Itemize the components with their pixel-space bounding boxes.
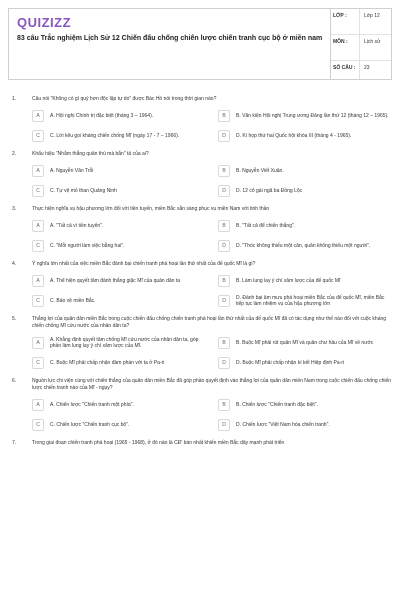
header-meta (331, 9, 391, 79)
question-number: 3. (12, 206, 17, 212)
option-letter-badge: C (32, 295, 44, 307)
option-text: D. Đánh bại âm mưu phá hoại miền Bắc của đế quốc Mĩ, miền Bắc tiếp tục làm nhiệm vụ của hậu phương lớn (236, 295, 385, 307)
option-text: B. Văn kiện Hội nghị Trung ương Đảng lần thứ 12 (tháng 12 – 1965). (236, 113, 389, 119)
option-text: B. Chiến lược "Chiến tranh đặc biệt". (236, 402, 318, 408)
question-number: 2. (12, 151, 17, 157)
option-a[interactable] (32, 164, 206, 178)
option-c[interactable] (32, 356, 206, 370)
option-letter-badge: D (218, 357, 230, 369)
meta-grade (331, 9, 391, 35)
option-text: C. Bảo vệ miền Bắc. (50, 298, 96, 304)
option-letter-badge: A (32, 110, 44, 122)
question-5 (8, 316, 392, 370)
option-c[interactable] (32, 239, 206, 253)
option-text: A. Hội nghị Chính trị đặc biệt (tháng 3 – 1964). (50, 113, 154, 119)
option-text: B. Nguyễn Viết Xuân. (236, 168, 284, 174)
option-letter-badge: B (218, 275, 230, 287)
option-text: B. "Tất cả để chiến thắng". (236, 223, 296, 229)
option-a[interactable] (32, 336, 206, 350)
option-c[interactable] (32, 294, 206, 308)
option-list (8, 398, 392, 432)
option-text: D. Chiến lược "Việt Nam hóa chiến tranh". (236, 422, 330, 428)
question-text: Trong giai đoạn chiến tranh phá hoại (1965 - 1968), ở đó nào là CĐ' bán nhất khiến miền Bắc dây mạnh phát triển (32, 440, 285, 446)
question-text: Ý nghĩa lớn nhất của việc miền Bắc đánh bại chiến tranh phá hoại lần thứ nhất của đế quốc Mĩ là gì? (32, 261, 256, 267)
option-text: A. Nguyễn Văn Trỗi (50, 168, 94, 174)
option-a[interactable] (32, 109, 206, 123)
option-text: A. "Tất cả vì tiền tuyến". (50, 223, 104, 229)
option-b[interactable] (218, 109, 392, 123)
option-c[interactable] (32, 184, 206, 198)
option-letter-badge: B (218, 165, 230, 177)
option-letter-badge: B (218, 337, 230, 349)
question-2 (8, 151, 392, 198)
option-list (8, 274, 392, 308)
question-1 (8, 96, 392, 143)
option-d[interactable] (218, 356, 392, 370)
meta-subject-label: MÔN : (333, 39, 348, 45)
option-text: C. Tự vệ mỏ than Quảng Ninh (50, 188, 117, 194)
option-text: D. 12 cô gái ngã ba Đồng Lộc (236, 188, 303, 194)
option-text: C. Lời kêu gọi kháng chiến chống Mĩ (ngày 17 - 7 – 1966). (50, 133, 180, 139)
question-number: 7. (12, 440, 17, 446)
option-text: B. Làm lung lay ý chí xâm lược của đế quốc Mĩ (236, 278, 341, 284)
option-b[interactable] (218, 336, 392, 350)
option-a[interactable] (32, 398, 206, 412)
option-d[interactable] (218, 418, 392, 432)
option-letter-badge: D (218, 185, 230, 197)
option-letter-badge: C (32, 419, 44, 431)
question-text: Nguồn lực chi viện cùng với chiến thắng của quân dân miền Bắc đã góp phần quyết định vào thắng lợi của quân dân miền Nam trong cuộc chiến đấu chống chiến lược chiến tranh nào của Mĩ - ngụy? (32, 378, 392, 391)
option-d[interactable] (218, 294, 392, 308)
option-list (8, 336, 392, 370)
worksheet-header (8, 8, 392, 80)
meta-grade-label: LỚP : (333, 13, 347, 19)
option-text: C. Chiến lược "Chiến tranh cục bộ". (50, 422, 130, 428)
question-list (8, 96, 392, 447)
option-d[interactable] (218, 129, 392, 143)
question-number: 1. (12, 96, 17, 102)
option-letter-badge: A (32, 165, 44, 177)
meta-count (331, 61, 391, 79)
option-letter-badge: B (218, 399, 230, 411)
option-b[interactable] (218, 164, 392, 178)
option-letter-badge: C (32, 185, 44, 197)
option-letter-badge: D (218, 130, 230, 142)
option-text: D. Kì họp thứ hai Quốc hội khóa III (tháng 4 - 1965). (236, 133, 352, 139)
option-list (8, 109, 392, 143)
option-text: C. "Mỗi người làm việc bằng hai". (50, 243, 125, 249)
question-7 (8, 440, 392, 447)
option-c[interactable] (32, 418, 206, 432)
option-letter-badge: A (32, 337, 44, 349)
option-letter-badge: D (218, 419, 230, 431)
worksheet-title: 83 câu Trắc nghiệm Lịch Sử 12 Chiến đấu chống chiến lược chiến tranh cục bộ ở miền nam (17, 35, 323, 42)
quizizz-logo: QUIZIZZ (17, 15, 72, 30)
option-d[interactable] (218, 184, 392, 198)
option-list (8, 164, 392, 198)
question-text: Khẩu hiệu "Nhằm thẳng quân thù mà bắn" tả của ai? (32, 151, 149, 157)
option-letter-badge: C (32, 130, 44, 142)
question-number: 5. (12, 316, 17, 322)
option-letter-badge: A (32, 220, 44, 232)
option-letter-badge: B (218, 220, 230, 232)
option-a[interactable] (32, 219, 206, 233)
option-text: C. Buộc Mĩ phải chấp nhận đàm phán với ta ở Pa-ri (50, 360, 165, 366)
option-text: D. Buộc Mĩ phải chấp nhận kí kết Hiệp định Pa-ri (236, 360, 345, 366)
option-text: A. Thể hiện quyết tâm đánh thắng giặc Mĩ của quân dân ta (50, 278, 180, 284)
question-number: 4. (12, 261, 17, 267)
meta-count-label: SỐ CÂU : (333, 65, 356, 71)
option-list (8, 219, 392, 253)
option-text: D. "Thóc không thiếu một cân, quân không thiếu một người". (236, 243, 371, 249)
option-letter-badge: A (32, 399, 44, 411)
meta-subject-value: Lịch sử (359, 35, 391, 60)
question-6 (8, 378, 392, 432)
option-d[interactable] (218, 239, 392, 253)
option-text: B. Buộc Mĩ phải rút quân Mĩ và quân chư hầu của Mĩ về nước (236, 340, 374, 346)
question-text: Thực hiện nghĩa vụ hậu phương lớn đối với tiền tuyến, miền Bắc sẵn sàng phục vụ miền Nam với tinh thần (32, 206, 270, 212)
option-b[interactable] (218, 219, 392, 233)
option-letter-badge: C (32, 240, 44, 252)
option-letter-badge: C (32, 357, 44, 369)
question-4 (8, 261, 392, 308)
option-b[interactable] (218, 274, 392, 288)
question-3 (8, 206, 392, 253)
question-text: Câu nói "Không có gì quý hơn độc lập tự do" được Bác Hồ nói trong thời gian nào? (32, 96, 217, 102)
header-title-area (9, 9, 331, 79)
option-letter-badge: A (32, 275, 44, 287)
option-text: A. Chiến lược "Chiến tranh một phía". (50, 402, 134, 408)
question-number: 6. (12, 378, 17, 384)
meta-count-value: 23 (359, 61, 391, 79)
option-letter-badge: D (218, 295, 230, 307)
option-letter-badge: B (218, 110, 230, 122)
option-a[interactable] (32, 274, 206, 288)
meta-subject (331, 35, 391, 61)
option-b[interactable] (218, 398, 392, 412)
option-letter-badge: D (218, 240, 230, 252)
question-text: Thắng lợi của quân dân miền Bắc trong cuộc chiến đấu chống chiến tranh phá hoại lần thứ nhất của đế quốc Mĩ đã có tác dụng như thế nào đối với cuộc kháng chiến chống Mĩ cứu nước của nhân dân ta? (32, 316, 387, 329)
option-c[interactable] (32, 129, 206, 143)
option-text: A. Khẳng định quyết tâm chống Mĩ cứu nước của nhân dân ta, góp phần làm lung lay ý chí xâm lược của Mĩ. (50, 337, 199, 349)
meta-grade-value: Lớp 12 (359, 9, 391, 34)
